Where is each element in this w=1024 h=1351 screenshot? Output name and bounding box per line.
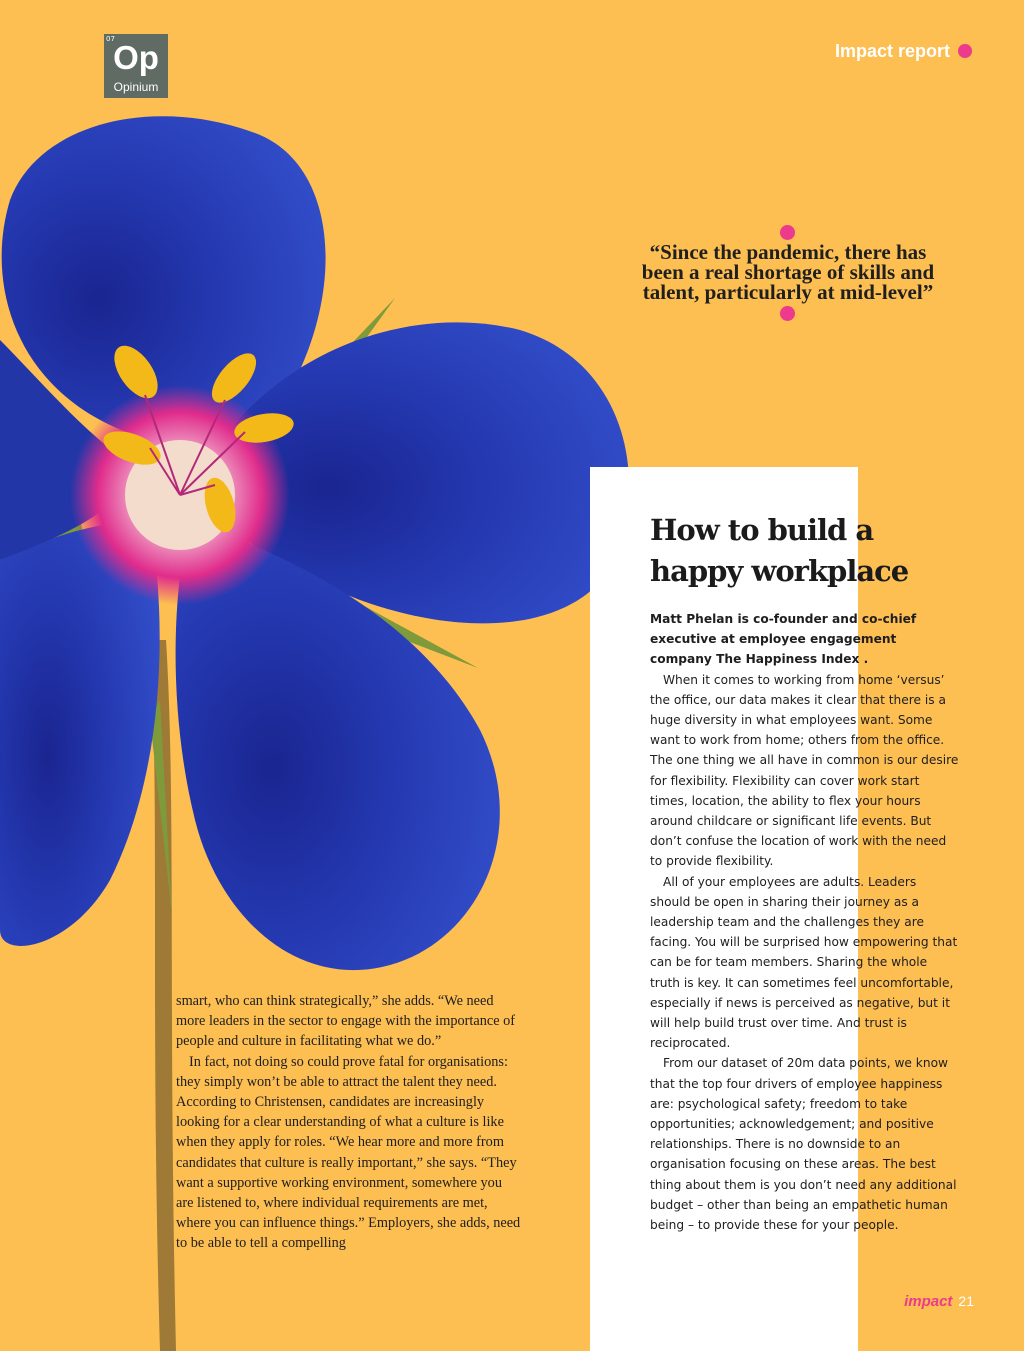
magazine-logo: impact [904,1293,953,1310]
pull-quote: “Since the pandemic, there has been a real shortage of skills and talent, particularly at mid-level” [641,240,935,304]
quote-dot-bottom-icon [780,306,795,321]
story-paragraph: In fact, not doing so could prove fatal for organisations: they simply won’t be able to attract the talent they need. According to Christensen, candidates are increasingly looking for a clear understanding of what a culture is like when they apply for roles. “We hear more and more from candidates that culture is really important,” she says. “They want a supportive working environment, somewhere you are listened to, where individual requirements are met, where you can influence things.” Employers, she adds, need to be able to tell a compelling [176,1053,521,1252]
article-body [650,609,960,1235]
quote-dot-top-icon [780,225,795,240]
page-footer [904,1293,974,1310]
article-paragraph: When it comes to working from home ‘versus’ the office, our data makes it clear that there is a huge diversity in what employees want. Some want to work from home; others from the office. The one thing we all have in common is our desire for flexibility. Flexibility can cover work start times, location, the ability to flex your hours around childcare or significant life events. But don’t confuse the location of work with the need to provide flexibility. [650,672,959,869]
article-paragraph: From our dataset of 20m data points, we know that the top four drivers of employee happiness are: psychological safety; freedom to take opportunities; acknowledgement; and positive relationships. There is no downside to an organisation focusing on these areas. The best thing about them is you don’t need any additional budget – other than being an empathetic human being – to provide these for your people. [650,1056,957,1233]
opinium-badge [104,34,168,98]
badge-name: Opinium [113,80,159,94]
badge-number: 07 [106,35,115,43]
headline-line-1: How to build a [650,513,874,547]
section-header [835,40,972,62]
article-headline [650,510,970,592]
main-story-column [176,991,521,1254]
article-standfirst: Matt Phelan is co-founder and co-chief executive at employee engagement company The Happiness Index . [650,612,917,667]
section-title: Impact report [834,40,950,61]
article-paragraph: All of your employees are adults. Leaders should be open in sharing their journey as a leadership team and the challenges they are facing. You will be surprised how empowering that can be for team members. Sharing the whole truth is key. It can sometimes feel uncomfortable, especially if news is perceived as negative, but it will help build trust over time. And trust is reciprocated. [650,874,958,1051]
pink-dot-icon [958,44,972,58]
story-paragraph: smart, who can think strategically,” she adds. “We need more leaders in the sector to engage with the importance of people and culture in facilitating what we do.” [176,993,516,1050]
headline-line-2: happy workplace [650,554,909,588]
page-number: 21 [958,1293,974,1309]
badge-symbol: Op [113,39,159,76]
